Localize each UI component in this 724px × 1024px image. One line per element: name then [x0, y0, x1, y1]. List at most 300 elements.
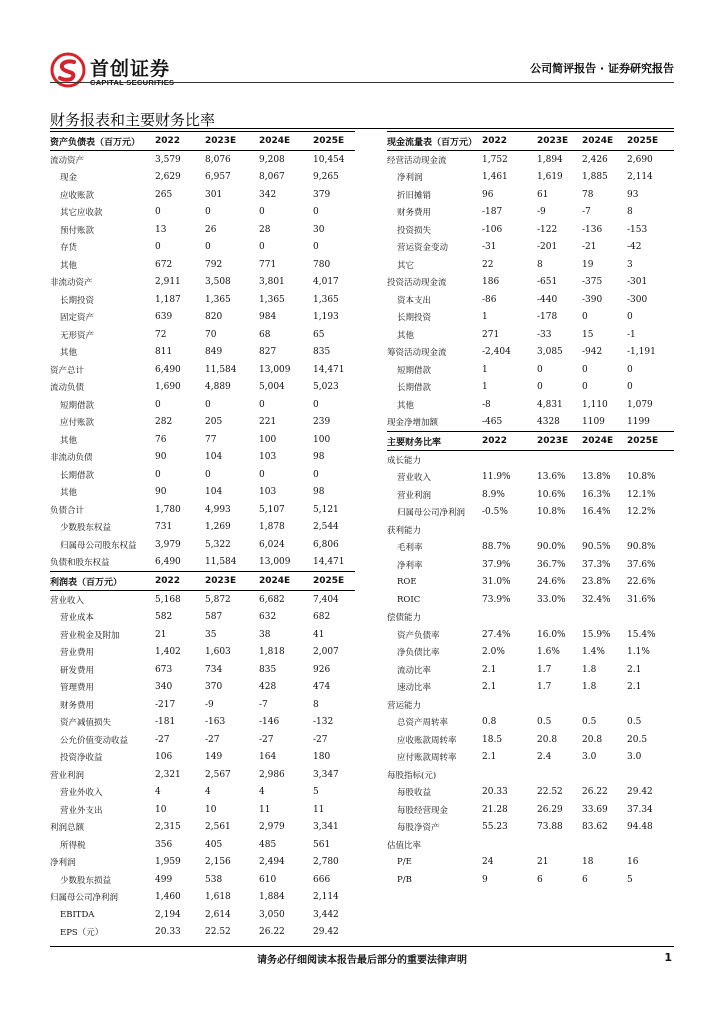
value-cell: 1,618	[205, 892, 231, 903]
row-label: 应收账款	[60, 190, 95, 201]
value-cell: 90	[155, 452, 167, 463]
value-cell: 780	[313, 259, 331, 270]
value-cell: 370	[205, 682, 223, 693]
value-cell: 14,471	[313, 557, 345, 568]
value-cell: 76	[155, 434, 167, 445]
table-row	[50, 291, 355, 309]
table-row	[50, 801, 355, 819]
value-cell	[627, 609, 674, 627]
value-cell: 12.1%	[627, 489, 656, 500]
value-cell: 682	[313, 612, 331, 623]
row-label: 非流动资产	[50, 278, 93, 289]
value-cell: -300	[627, 294, 648, 305]
year-header-cell: 2024E	[259, 572, 313, 591]
value-cell: 5,872	[205, 594, 231, 605]
table-row	[387, 361, 674, 379]
value-cell: 15	[582, 329, 594, 340]
value-cell: 1	[482, 364, 488, 375]
year-header-cell: 2024E	[259, 132, 313, 151]
value-cell	[627, 696, 674, 714]
row-label: 资产负债率	[397, 630, 440, 641]
value-cell: 1.8	[582, 664, 597, 675]
table-row	[387, 169, 674, 187]
value-cell: 1,885	[582, 172, 608, 183]
section-title: 财务报表和主要财务比率	[50, 111, 216, 129]
value-cell: 4,889	[205, 382, 231, 393]
value-cell: 2.1	[627, 664, 642, 675]
logo-text-en: CAPITAL SECURITIES	[90, 78, 175, 87]
value-cell: 282	[155, 417, 173, 428]
value-cell: 2,911	[155, 277, 181, 288]
value-cell: 1.1%	[627, 647, 650, 658]
value-cell: 3,341	[313, 822, 339, 833]
row-label: 管理费用	[60, 683, 95, 694]
value-cell	[537, 609, 582, 627]
value-cell: -178	[537, 312, 558, 323]
row-label: 财务费用	[60, 700, 95, 711]
table-row	[50, 819, 355, 837]
value-cell: 2,544	[313, 522, 339, 533]
value-cell: -465	[482, 417, 503, 428]
value-cell	[537, 521, 582, 539]
row-label: 非流动负债	[50, 453, 93, 464]
table-row	[50, 696, 355, 714]
table-header-row	[50, 132, 355, 151]
table-row	[50, 379, 355, 397]
row-label: 投资活动现金流	[387, 278, 447, 289]
value-cell: 20.5	[627, 734, 648, 745]
row-label: 其他	[397, 400, 415, 411]
value-cell	[582, 696, 627, 714]
value-cell: 1	[482, 382, 488, 393]
value-cell: 0	[259, 242, 265, 253]
value-cell: 3,050	[259, 909, 285, 920]
row-label: 筹资活动现金流	[387, 348, 447, 359]
value-cell: 1,079	[627, 399, 653, 410]
row-label: 流动负债	[50, 383, 85, 394]
value-cell: -942	[582, 347, 603, 358]
table-row	[50, 274, 355, 292]
value-cell: 2,321	[155, 769, 181, 780]
value-cell: 4,831	[537, 399, 563, 410]
value-cell: 26.22	[582, 787, 608, 798]
value-cell: 18.5	[482, 734, 503, 745]
value-cell: 474	[313, 682, 331, 693]
value-cell: 9,265	[313, 172, 339, 183]
value-cell: 3	[627, 259, 633, 270]
table-row	[387, 591, 674, 609]
value-cell: 8	[537, 259, 543, 270]
value-cell: -33	[537, 329, 552, 340]
row-label: 营运资金变动	[397, 243, 449, 254]
value-cell: 2.1	[482, 664, 497, 675]
value-cell: 8.9%	[482, 489, 505, 500]
table-row	[50, 204, 355, 222]
value-cell: 342	[259, 189, 277, 200]
table-row	[50, 466, 355, 484]
value-cell: 0	[582, 382, 588, 393]
legal-disclaimer: 请务必仔细阅读本报告最后部分的重要法律声明	[257, 955, 467, 966]
value-cell: 926	[313, 664, 331, 675]
value-cell: -651	[537, 277, 558, 288]
value-cell: 2.4	[537, 752, 552, 763]
value-cell: 2,561	[205, 822, 231, 833]
value-cell: 0	[582, 312, 588, 323]
table-row	[50, 449, 355, 467]
table-row	[387, 504, 674, 522]
row-label: 负债和股东权益	[50, 558, 110, 569]
value-cell: -153	[627, 224, 648, 235]
value-cell	[582, 766, 627, 784]
value-cell: -27	[205, 734, 220, 745]
value-cell: 36.7%	[537, 559, 566, 570]
value-cell: 0	[537, 382, 543, 393]
value-cell: -21	[582, 242, 597, 253]
table-row	[387, 379, 674, 397]
row-label: 营业收入	[397, 473, 432, 484]
value-cell: -106	[482, 224, 503, 235]
value-cell: 37.6%	[627, 559, 656, 570]
value-cell: 73.88	[537, 822, 563, 833]
value-cell: 16.3%	[582, 489, 611, 500]
row-label: 净负债比率	[397, 648, 440, 659]
table-row	[387, 309, 674, 327]
row-label: 长期投资	[397, 313, 432, 324]
value-cell: 21.28	[482, 804, 508, 815]
value-cell: 8	[313, 699, 319, 710]
value-cell: 2,426	[582, 154, 608, 165]
header-divider	[50, 82, 674, 83]
value-cell	[482, 696, 537, 714]
row-label: 营业税金及附加	[60, 630, 120, 641]
row-label: 营业外支出	[60, 805, 103, 816]
value-cell: 20.33	[155, 927, 181, 938]
value-cell: 1.8	[582, 682, 597, 693]
table-row	[387, 749, 674, 767]
value-cell: 6	[582, 874, 588, 885]
value-cell: 239	[313, 417, 331, 428]
row-label: 现金净增加额	[387, 418, 439, 429]
table-row	[50, 519, 355, 537]
value-cell: -146	[259, 717, 280, 728]
table-row	[387, 396, 674, 414]
value-cell: 29.42	[313, 927, 339, 938]
table-row	[387, 186, 674, 204]
value-cell: -1	[627, 329, 636, 340]
row-label: 归属母公司股东权益	[60, 540, 137, 551]
value-cell: 379	[313, 189, 331, 200]
value-cell: 12.2%	[627, 507, 656, 518]
value-cell: 11	[259, 804, 271, 815]
value-cell: 2.0%	[482, 647, 505, 658]
value-cell: 15.4%	[627, 629, 656, 640]
value-cell: 1,402	[155, 647, 181, 658]
row-label: 应收账款周转率	[397, 735, 457, 746]
value-cell: 0	[205, 207, 211, 218]
row-label: 公允价值变动收益	[60, 735, 129, 746]
value-cell: 4	[205, 787, 211, 798]
value-cell: 1,365	[205, 294, 231, 305]
value-cell: 2.1	[482, 752, 497, 763]
cash-flow-table	[387, 132, 674, 432]
value-cell: 3,085	[537, 347, 563, 358]
value-cell: 2,780	[313, 857, 339, 868]
table-row	[50, 256, 355, 274]
value-cell: 2,629	[155, 172, 181, 183]
value-cell: 5,322	[205, 539, 231, 550]
table-row	[387, 784, 674, 802]
financial-ratios-table	[387, 432, 674, 889]
value-cell: 38	[259, 629, 271, 640]
value-cell	[627, 521, 674, 539]
table-row	[50, 924, 355, 942]
value-cell: 205	[205, 417, 223, 428]
row-label: 资产总计	[50, 365, 85, 376]
value-cell: 3,579	[155, 154, 181, 165]
value-cell: 0	[259, 469, 265, 480]
table-row	[387, 854, 674, 872]
row-label: 每股经营现金	[397, 805, 449, 816]
value-cell: -181	[155, 717, 176, 728]
value-cell: 0	[313, 207, 319, 218]
right-financial-tables	[387, 131, 674, 889]
value-cell: 5,023	[313, 382, 339, 393]
value-cell: -9	[537, 207, 546, 218]
row-label: P/E	[397, 857, 412, 868]
table-row	[387, 239, 674, 257]
table-row	[387, 274, 674, 292]
value-cell: 771	[259, 259, 277, 270]
year-header-cell: 2025E	[627, 432, 674, 451]
value-cell: 5,004	[259, 382, 285, 393]
value-cell: 2,007	[313, 647, 339, 658]
value-cell: 6,490	[155, 364, 181, 375]
year-header-cell: 2024E	[582, 132, 627, 151]
value-cell: 0	[205, 242, 211, 253]
value-cell: 180	[313, 752, 331, 763]
value-cell: 83.62	[582, 822, 608, 833]
value-cell: 1,110	[582, 399, 608, 410]
table-row	[50, 644, 355, 662]
value-cell: 835	[259, 664, 277, 675]
value-cell: -375	[582, 277, 603, 288]
value-cell: 2,315	[155, 822, 181, 833]
value-cell: 0	[627, 364, 633, 375]
value-cell: 100	[259, 434, 277, 445]
value-cell: 3.0	[627, 752, 642, 763]
value-cell	[627, 836, 674, 854]
row-label: 流动比率	[397, 665, 432, 676]
value-cell: 2.1	[627, 682, 642, 693]
value-cell: -136	[582, 224, 603, 235]
value-cell: 30	[313, 224, 325, 235]
table-row	[50, 414, 355, 432]
value-cell: 103	[259, 487, 277, 498]
row-label: 短期借款	[397, 365, 432, 376]
value-cell: 8,076	[205, 154, 231, 165]
row-label: 其他	[397, 330, 415, 341]
table-row	[387, 221, 674, 239]
value-cell: 3.0	[582, 752, 597, 763]
table-row	[50, 484, 355, 502]
table-row	[387, 414, 674, 432]
table-row	[50, 221, 355, 239]
value-cell: 100	[313, 434, 331, 445]
row-label: 经营活动现金流	[387, 155, 447, 166]
value-cell: 6	[537, 874, 543, 885]
value-cell: 734	[205, 664, 223, 675]
value-cell: 13.6%	[537, 472, 566, 483]
value-cell: 149	[205, 752, 223, 763]
table-row	[387, 871, 674, 889]
row-label: 营运能力	[387, 700, 422, 711]
table-row	[387, 556, 674, 574]
table-row	[387, 486, 674, 504]
value-cell: 24	[482, 857, 494, 868]
table-row	[387, 256, 674, 274]
value-cell: 6,682	[259, 594, 285, 605]
value-cell: -9	[205, 699, 214, 710]
value-cell: 31.0%	[482, 577, 511, 588]
value-cell: 1,460	[155, 892, 181, 903]
table-row	[387, 819, 674, 837]
table-row	[50, 626, 355, 644]
value-cell: 20.33	[482, 787, 508, 798]
value-cell: 10.8%	[627, 472, 656, 483]
row-label: 每股指标(元)	[387, 770, 437, 781]
value-cell: 1,365	[259, 294, 285, 305]
row-label: 总资产周转率	[397, 718, 449, 729]
value-cell: 2,614	[205, 909, 231, 920]
value-cell: 77	[205, 434, 217, 445]
value-cell: 9	[482, 874, 488, 885]
value-cell: 835	[313, 347, 331, 358]
value-cell: 11	[313, 804, 325, 815]
table-row	[387, 344, 674, 362]
value-cell: 2,114	[627, 172, 653, 183]
value-cell: 103	[259, 452, 277, 463]
value-cell: 26.22	[259, 927, 285, 938]
value-cell: 1,752	[482, 154, 508, 165]
value-cell: 1,690	[155, 382, 181, 393]
table-row	[50, 906, 355, 924]
row-label: EPS（元）	[60, 928, 104, 939]
value-cell: 0	[155, 469, 161, 480]
table-row	[50, 609, 355, 627]
value-cell: 90	[155, 487, 167, 498]
section-divider	[50, 128, 674, 129]
table-title-cell: 现金流量表（百万元）	[387, 132, 482, 151]
value-cell: 37.34	[627, 804, 653, 815]
value-cell: 10	[155, 804, 167, 815]
value-cell: 21	[537, 857, 549, 868]
value-cell: 9,208	[259, 154, 285, 165]
table-row	[50, 169, 355, 187]
row-label: 其它	[397, 260, 415, 271]
value-cell: 14,471	[313, 364, 345, 375]
table-row	[50, 749, 355, 767]
row-label: 长期借款	[60, 470, 95, 481]
value-cell: 96	[482, 189, 494, 200]
value-cell: 8,067	[259, 172, 285, 183]
value-cell: -217	[155, 699, 176, 710]
value-cell: 632	[259, 612, 277, 623]
table-row	[387, 151, 674, 169]
value-cell: 1.7	[537, 664, 552, 675]
value-cell: -2,404	[482, 347, 511, 358]
value-cell: 4	[155, 787, 161, 798]
value-cell: 0	[259, 399, 265, 410]
year-header-cell: 2023E	[537, 432, 582, 451]
row-label: 其他	[60, 260, 78, 271]
value-cell: 11,584	[205, 557, 237, 568]
value-cell: 271	[482, 329, 500, 340]
row-label: 净利润	[50, 858, 76, 869]
value-cell: 33.69	[582, 804, 608, 815]
table-row	[387, 609, 674, 627]
value-cell: 24.6%	[537, 577, 566, 588]
value-cell: 731	[155, 522, 173, 533]
table-row	[50, 431, 355, 449]
row-label: ROIC	[397, 594, 421, 605]
value-cell: 2,114	[313, 892, 339, 903]
value-cell: 90.5%	[582, 542, 611, 553]
value-cell: -31	[482, 242, 497, 253]
table-row	[50, 536, 355, 554]
table-row	[50, 186, 355, 204]
value-cell: 0	[582, 364, 588, 375]
table-title-cell: 主要财务比率	[387, 432, 482, 451]
value-cell: -163	[205, 717, 226, 728]
value-cell: 104	[205, 452, 223, 463]
value-cell: 3,801	[259, 277, 285, 288]
value-cell: 1,193	[313, 312, 339, 323]
value-cell: 2,194	[155, 909, 181, 920]
value-cell: 20.8	[582, 734, 603, 745]
value-cell: 20.8	[537, 734, 558, 745]
value-cell: 28	[259, 224, 271, 235]
value-cell: 1,894	[537, 154, 563, 165]
value-cell: 98	[313, 452, 325, 463]
value-cell: 499	[155, 874, 173, 885]
value-cell: -1,191	[627, 347, 656, 358]
table-row	[387, 714, 674, 732]
value-cell: -27	[155, 734, 170, 745]
table-row	[50, 836, 355, 854]
value-cell	[537, 836, 582, 854]
value-cell: 98	[313, 487, 325, 498]
value-cell: 1,187	[155, 294, 181, 305]
value-cell: 3,979	[155, 539, 181, 550]
row-label: 净利率	[397, 560, 423, 571]
value-cell: 5	[627, 874, 633, 885]
table-row	[387, 626, 674, 644]
row-label: 每股净资产	[397, 823, 440, 834]
value-cell: 16	[627, 857, 639, 868]
value-cell: 2.1	[482, 682, 497, 693]
left-financial-tables	[50, 131, 355, 941]
value-cell: 11,584	[205, 364, 237, 375]
value-cell: 666	[313, 874, 331, 885]
value-cell: 13.8%	[582, 472, 611, 483]
year-header-cell: 2024E	[582, 432, 627, 451]
year-header-cell: 2022	[482, 432, 537, 451]
value-cell: 0.5	[582, 717, 597, 728]
value-cell: 356	[155, 839, 173, 850]
table-row	[50, 554, 355, 572]
value-cell: 1,365	[313, 294, 339, 305]
value-cell	[482, 766, 537, 784]
